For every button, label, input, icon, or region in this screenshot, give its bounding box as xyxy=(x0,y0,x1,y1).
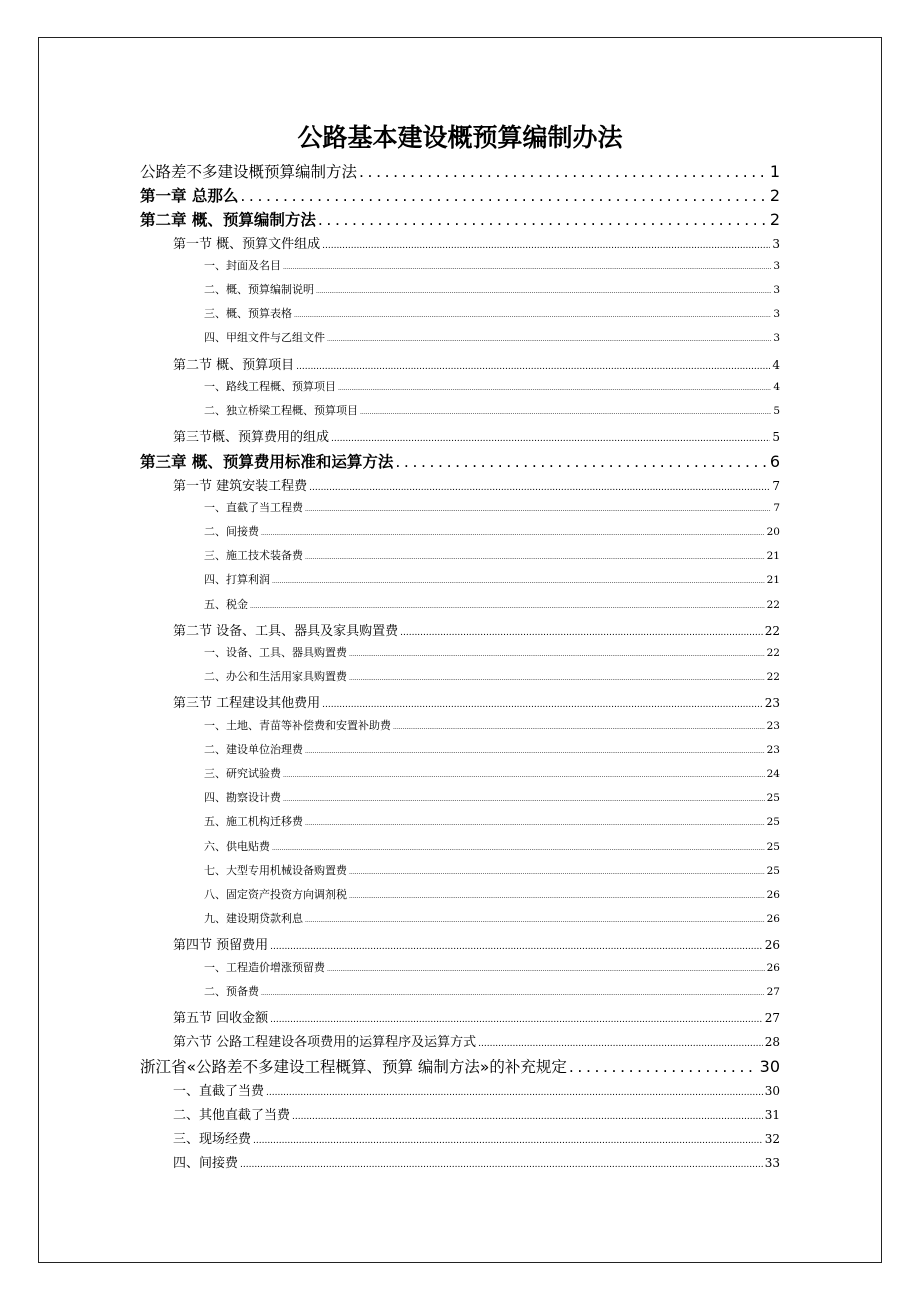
toc-entry-label: 第一章 总那么 xyxy=(140,187,239,206)
toc-entry-label: 九、建设期贷款利息 xyxy=(204,912,303,926)
toc-entry[interactable] xyxy=(204,717,780,741)
toc-entry[interactable] xyxy=(204,378,780,402)
toc-entry-label: 八、固定资产投资方向调剂税 xyxy=(204,888,347,901)
toc-entry-label: 浙江省«公路差不多建设工程概算、预算 编制方法»的补充规定 xyxy=(140,1058,567,1077)
toc-entry-label: 第二节 概、预算项目 xyxy=(173,357,295,373)
toc-entry[interactable] xyxy=(140,184,780,208)
toc-entry[interactable] xyxy=(173,354,780,378)
toc-page-number: 25 xyxy=(766,864,780,877)
toc-entry[interactable] xyxy=(173,475,780,499)
toc-entry-label: 二、其他直截了当费 xyxy=(173,1107,291,1123)
toc-entry-label: 二、预备费 xyxy=(204,984,259,998)
toc-dot-leader xyxy=(359,163,768,181)
toc-entry[interactable] xyxy=(204,741,780,765)
toc-dot-leader xyxy=(327,336,771,343)
toc-entry[interactable] xyxy=(204,959,780,983)
toc-dot-leader xyxy=(283,796,765,803)
toc-page-number: 27 xyxy=(764,1011,780,1025)
toc-page-number: 23 xyxy=(766,719,780,732)
toc-entry[interactable] xyxy=(204,813,780,837)
toc-entry-label: 第三节概、预算费用的组成 xyxy=(173,430,330,446)
toc-entry-label: 第二章 概、预算编制方法 xyxy=(140,211,316,230)
toc-entry[interactable] xyxy=(204,862,780,886)
toc-entry-label: 第五节 回收金额 xyxy=(173,1011,269,1026)
toc-dot-leader xyxy=(305,748,765,755)
toc-dot-leader xyxy=(266,1088,763,1098)
toc-dot-leader xyxy=(349,869,765,876)
toc-dot-leader xyxy=(305,554,765,561)
toc-entry-label: 二、独立桥梁工程概、预算项目 xyxy=(204,404,358,417)
toc-page-number: 28 xyxy=(764,1035,780,1050)
toc-entry[interactable] xyxy=(140,160,780,184)
toc-dot-leader xyxy=(296,362,770,372)
toc-dot-leader xyxy=(349,893,765,900)
toc-dot-leader xyxy=(305,506,771,513)
toc-entry[interactable] xyxy=(204,305,780,329)
toc-dot-leader xyxy=(294,312,771,319)
toc-dot-leader xyxy=(331,434,770,444)
toc-entry[interactable] xyxy=(173,1007,780,1031)
toc-page-number: 21 xyxy=(766,550,780,563)
toc-page-number: 5 xyxy=(772,430,780,445)
toc-entry[interactable] xyxy=(173,934,780,958)
toc-dot-leader xyxy=(270,942,763,952)
toc-dot-leader xyxy=(270,1015,763,1025)
toc-dot-leader xyxy=(400,628,763,638)
toc-dot-leader xyxy=(569,1058,758,1076)
toc-page-number: 30 xyxy=(759,1057,780,1077)
toc-entry-label: 三、概、预算表格 xyxy=(204,307,292,321)
toc-dot-leader xyxy=(360,409,771,416)
toc-entry[interactable] xyxy=(204,983,780,1007)
toc-page-number: 26 xyxy=(766,913,780,926)
toc-page-number: 4 xyxy=(772,357,780,372)
toc-page-number: 22 xyxy=(766,671,780,684)
toc-page-number: 20 xyxy=(766,526,780,538)
toc-dot-leader xyxy=(393,724,765,731)
toc-page-number: 24 xyxy=(766,768,780,780)
toc-page-number: 21 xyxy=(766,574,780,587)
toc-entry[interactable] xyxy=(204,668,780,692)
toc-entry-label: 二、建设单位治理费 xyxy=(204,742,303,756)
toc-entry[interactable] xyxy=(173,1152,780,1176)
toc-entry[interactable] xyxy=(204,765,780,789)
toc-entry-label: 第二节 设备、工具、器具及家具购置费 xyxy=(173,623,399,639)
toc-entry[interactable] xyxy=(173,233,780,257)
toc-entry-label: 四、勘察设计费 xyxy=(204,791,281,805)
toc-page-number: 23 xyxy=(764,696,780,711)
toc-entry-label: 二、间接费 xyxy=(204,525,259,538)
toc-dot-leader xyxy=(338,385,771,392)
toc-entry[interactable] xyxy=(204,838,780,862)
toc-page-number: 30 xyxy=(764,1083,780,1098)
toc-entry-label: 六、供电贴费 xyxy=(204,839,270,853)
toc-entry[interactable] xyxy=(204,571,780,595)
toc-entry[interactable] xyxy=(140,450,780,474)
toc-page-number: 23 xyxy=(766,743,780,756)
toc-dot-leader xyxy=(261,530,765,537)
toc-entry[interactable] xyxy=(204,281,780,305)
toc-page-number: 3 xyxy=(773,308,780,321)
toc-page-number: 22 xyxy=(766,647,780,659)
toc-entry[interactable] xyxy=(140,208,780,232)
toc-page-number: 32 xyxy=(764,1132,780,1146)
toc-dot-leader xyxy=(322,241,770,251)
toc-dot-leader xyxy=(272,845,765,852)
toc-dot-leader xyxy=(240,1160,763,1170)
toc-entry[interactable] xyxy=(173,1080,780,1104)
toc-entry-label: 第四节 预留费用 xyxy=(173,938,269,954)
toc-page-number: 2 xyxy=(769,186,780,206)
toc-page-number: 26 xyxy=(766,889,780,901)
toc-entry-label: 第一节 概、预算文件组成 xyxy=(173,236,321,252)
toc-entry-label: 二、办公和生活用家具购置费 xyxy=(204,670,347,684)
toc-entry[interactable] xyxy=(204,499,780,523)
toc-dot-leader xyxy=(478,1039,763,1049)
toc-page-number: 7 xyxy=(772,478,780,493)
toc-dot-leader xyxy=(349,675,765,682)
toc-page-number: 4 xyxy=(773,380,780,393)
toc-entry-label: 第三章 概、预算费用标准和运算方法 xyxy=(140,453,394,472)
toc-dot-leader xyxy=(322,700,763,710)
toc-dot-leader xyxy=(309,483,770,493)
toc-entry[interactable] xyxy=(204,547,780,571)
toc-page-number: 7 xyxy=(773,501,780,514)
document-title: 公路基本建设概预算编制办法 xyxy=(297,123,623,152)
toc-page-number: 25 xyxy=(766,816,780,829)
toc-dot-leader xyxy=(318,211,768,229)
toc-entry-label: 五、施工机构迁移费 xyxy=(204,815,303,829)
toc-page-number: 5 xyxy=(773,405,780,417)
toc-dot-leader xyxy=(283,772,765,779)
toc-page-number: 26 xyxy=(766,961,780,974)
toc-entry[interactable] xyxy=(173,1128,780,1152)
toc-entry[interactable] xyxy=(140,1055,780,1079)
toc-entry[interactable] xyxy=(204,886,780,910)
toc-page-number: 26 xyxy=(764,938,780,953)
toc-entry[interactable] xyxy=(204,910,780,934)
toc-entry[interactable] xyxy=(173,1104,780,1128)
toc-entry-label: 一、土地、青苗等补偿费和安置补助费 xyxy=(204,718,391,732)
toc-page-number: 33 xyxy=(764,1156,780,1171)
toc-entry-label: 四、打算利润 xyxy=(204,573,270,587)
toc-entry-label: 第三节 工程建设其他费用 xyxy=(173,696,321,712)
toc-page-number: 22 xyxy=(764,623,780,638)
toc-page-number: 22 xyxy=(766,598,780,611)
toc-entry[interactable] xyxy=(204,644,780,668)
toc-dot-leader xyxy=(316,288,771,295)
toc-page-number: 3 xyxy=(773,332,780,345)
toc-page-number: 27 xyxy=(766,985,780,998)
toc-entry[interactable] xyxy=(204,789,780,813)
toc-page-number: 1 xyxy=(769,162,780,181)
toc-page-number: 25 xyxy=(766,840,780,853)
toc-entry-label: 公路差不多建设概预算编制方法 xyxy=(140,163,358,181)
toc-entry-label: 一、直截了当工程费 xyxy=(204,500,303,514)
toc-entry-label: 三、现场经费 xyxy=(173,1132,252,1147)
toc-dot-leader xyxy=(250,603,765,610)
toc-dot-leader xyxy=(349,651,765,658)
toc-dot-leader xyxy=(305,820,765,827)
toc-entry-label: 第一节 建筑安装工程费 xyxy=(173,478,308,494)
toc-dot-leader xyxy=(261,990,765,997)
toc-entry[interactable] xyxy=(204,257,780,281)
toc-entry[interactable] xyxy=(204,329,780,353)
toc-dot-leader xyxy=(272,578,765,585)
toc-page-number: 3 xyxy=(773,284,780,296)
toc-dot-leader xyxy=(240,187,767,205)
toc-page-number: 25 xyxy=(766,792,780,805)
toc-entry-label: 一、直截了当费 xyxy=(173,1083,265,1099)
toc-entry[interactable] xyxy=(204,523,780,547)
toc-page-number: 31 xyxy=(764,1107,780,1122)
toc-entry[interactable] xyxy=(173,620,780,644)
toc-entry-label: 一、设备、工具、器具购置费 xyxy=(204,646,347,659)
toc-entry-label: 七、大型专用机械设备购置费 xyxy=(204,863,347,877)
toc-entry[interactable] xyxy=(204,402,780,426)
toc-page-number: 6 xyxy=(769,452,780,472)
toc-entry[interactable] xyxy=(173,692,780,716)
toc-dot-leader xyxy=(253,1136,763,1146)
toc-dot-leader xyxy=(283,264,771,271)
toc-entry[interactable] xyxy=(204,596,780,620)
toc-dot-leader xyxy=(305,917,765,924)
toc-entry-label: 一、路线工程概、预算项目 xyxy=(204,379,336,393)
toc-entry-label: 五、税金 xyxy=(204,597,248,611)
toc-entry-label: 三、研究试验费 xyxy=(204,767,281,780)
toc-entry-label: 一、工程造价增涨预留费 xyxy=(204,960,325,974)
toc-entry-label: 三、施工技术装备费 xyxy=(204,549,303,563)
toc-page-number: 3 xyxy=(773,259,780,272)
toc-entry[interactable] xyxy=(173,426,780,450)
toc-dot-leader xyxy=(292,1112,763,1122)
toc-entry-label: 四、间接费 xyxy=(173,1156,239,1172)
toc-page-number: 3 xyxy=(772,236,780,251)
toc-entry[interactable] xyxy=(173,1031,780,1055)
toc-dot-leader xyxy=(327,966,765,973)
toc-entry-label: 一、封面及名目 xyxy=(204,258,281,272)
toc-page-number: 2 xyxy=(769,210,780,230)
toc-entry-label: 四、甲组文件与乙组文件 xyxy=(204,331,325,345)
toc-entry-label: 二、概、预算编制说明 xyxy=(204,283,314,296)
toc-entry-label: 第六节 公路工程建设各项费用的运算程序及运算方式 xyxy=(173,1035,477,1051)
toc-dot-leader xyxy=(395,453,767,471)
